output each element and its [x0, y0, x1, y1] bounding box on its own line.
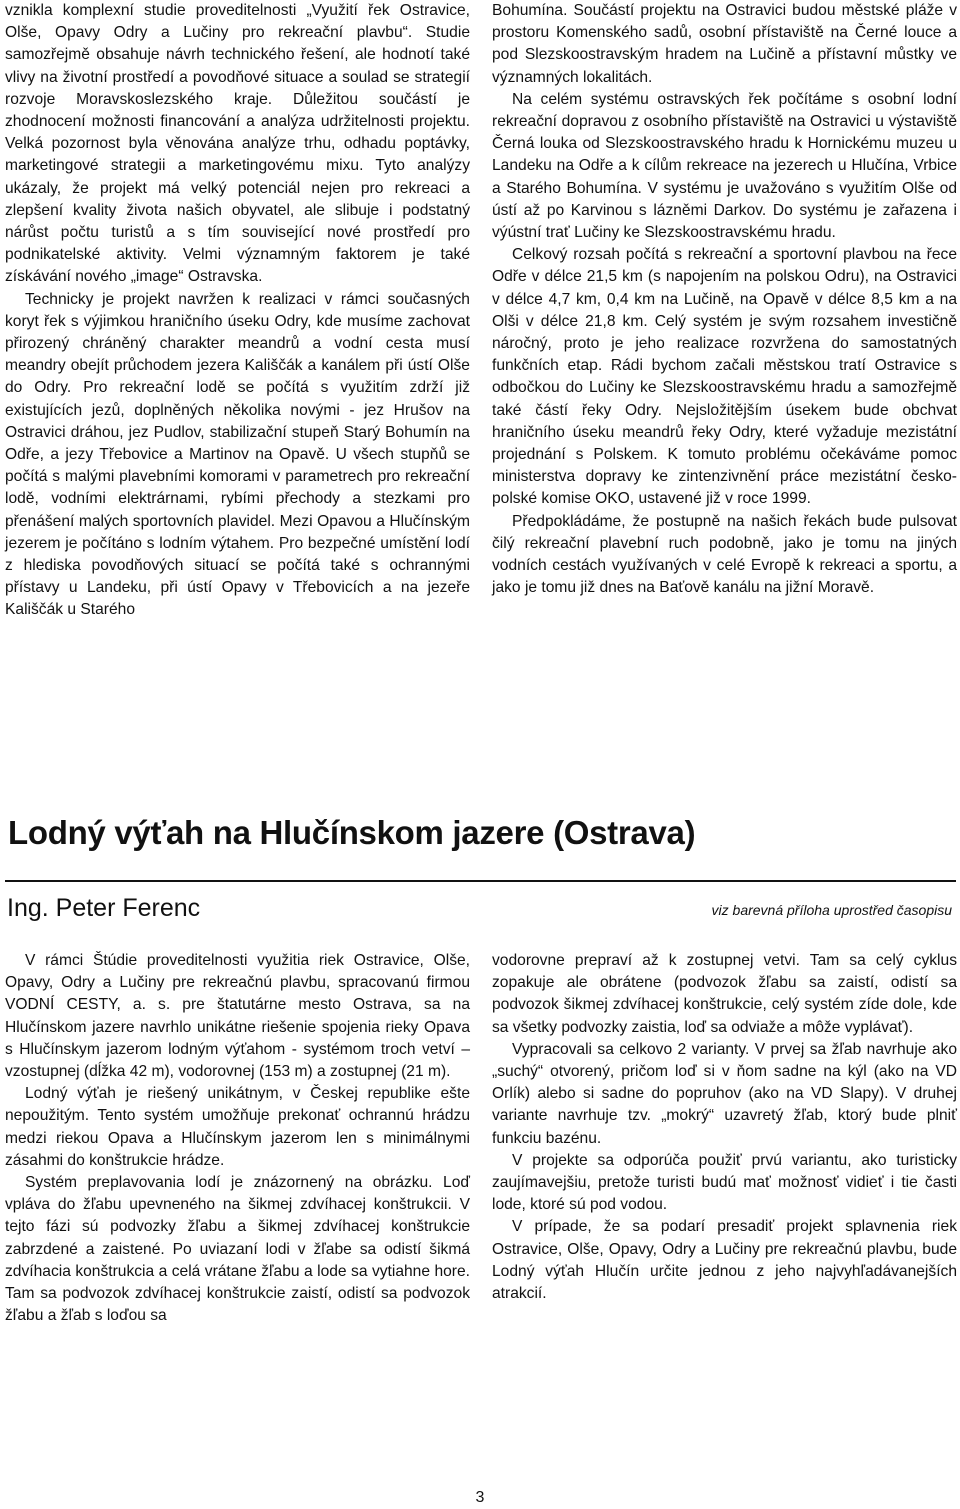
previous-article-column-right — [492, 0, 957, 599]
paragraph: V prípade, že sa podarí presadiť projekt splavnenia riek Ostravice, Olše, Opavy, Odry a Lučiny pre rekreačnú plavbu, bude Lodný výťah Hlučín určite jednou z jeho najvyhľadávanejších atrakcií. — [492, 1218, 957, 1303]
paragraph: Bohumína. Součástí projektu na Ostravici budou městské pláže v prostoru Komenského sadů, osobní přístaviště na Černé louce a pod Slezskoostravským hradem na Lučině a přístavní můstky ve významných lokalitách. — [492, 2, 957, 86]
article-author: Ing. Peter Ferenc — [7, 894, 201, 922]
paragraph: vodorovne prepraví až k zostupnej vetvi. Tam sa celý cyklus zopakuje ale obrátene (podvozok žľabu sa zaistí, odistí sa podvozok šikmej zdvíhacej konštrukcie, celý systém zíde dole, kde sa všetky podvozky zaistia, loď sa odviaže a môže vyplávať). — [492, 952, 957, 1036]
paragraph: V projekte sa odporúča použiť prvú variantu, ako turisticky zaujímavejšiu, pretože turisti budú mať možnosť vidieť i tie časti lode, ktoré sú pod vodou. — [492, 1151, 957, 1214]
paragraph: Předpokládáme, že postupně na našich řekách bude pulsovat čilý rekreační plavební ruch podobně, jako je tomu na jiných vodních cestách využívaných v celé Evropě k rekreaci a sportu, a jako je tomu již dnes na Baťově kanálu na jižní Moravě. — [492, 512, 957, 597]
paragraph: Celkový rozsah počítá s rekreační a sportovní plavbou na řece Odře v délce 21,5 km (s napojením na polskou Odru), na Ostravici v délce 4,7 km, 0,4 km na Lučině, na Opavě v délce 8,5 km a na Olši v délce 21,8 km. Celý systém je svým rozsahem investičně náročný, proto je jeho realizace rozvržena do samostatných funkčních etap. Rádi bychom začali městskou tratí Ostravice s odbočkou do Lučiny ke Slezskoostravskému hradu a samozřejmě také částí řeky Odry. Nejsložitějším úsekem bude obchvat hraničního úseku meandrů řeky Odry, které vyžaduje mezistátní projednání s Polskem. K tomuto problému očekáváme pomoc ministerstva dopravy ke zintenzivnění práce mezistátní česko-polské komise OKO, ustavené již v roce 1999. — [492, 246, 957, 508]
article-column-right — [492, 950, 957, 1305]
paragraph: Lodný výťah je riešený unikátnym, v Českej republike ešte nepoužitým. Tento systém umožňuje prekonať ochrannú hrádzu medzi riekou Opava a Hlučínskym jazerom len s minimálnymi zásahmi do konštrukcie hrádze. — [5, 1085, 470, 1169]
previous-article-column-left — [5, 0, 470, 622]
color-supplement-note: viz barevná příloha uprostřed časopisu — [711, 902, 952, 918]
article-title: Lodný výťah na Hlučínskom jazere (Ostrava) — [8, 814, 696, 851]
paragraph: V rámci Štúdie proveditelnosti využitia riek Ostravice, Olše, Opavy, Odry a Lučiny pre rekreačnú plavbu, spracovanú firmou VODNÍ CESTY, a. s. pre štatutárne mesto Ostrava, sa na Hlučínskom jazere navrhlo unikátne riešenie spojenia rieky Opava s Hlučínskym jazerom lodným výťahom - systémom troch vetví – vzostupnej (dĺžka 42 m), vodorovnej (153 m) a zostupnej (21 m). — [5, 952, 470, 1081]
title-divider — [5, 880, 956, 882]
paragraph: Systém preplavovania lodí je znázornený na obrázku. Loď vpláva do žľabu upevneného na šikmej zdvíhacej konštrukcii. V tejto fázi sú podvozky žľabu a šikmej zdvíhacej konštrukcie zabrzdené a zaistené. Po uviazaní lodi v žľabe sa odistí šikmá zdvíhacia konštrukcia a celá vrátane žľabu a lode sa vytiahne hore. Tam sa podvozok zdvíhacej konštrukcie zaistí, odistí sa podvozok žľabu a žľab s loďou sa — [5, 1174, 470, 1325]
article-column-left — [5, 950, 470, 1327]
paragraph: Technicky je projekt navržen k realizaci v rámci současných koryt řek s výjimkou hraničního úseku Odry, kde musíme zachovat přirozený chráněný charakter meandrů a vodní cesta musí meandry obejít průchodem jezera Kališčák a kanálem při ústí Olše do Odry. Pro rekreační lodě se počítá s využitím zdrží již existujících jezů, doplněných několika novými - jez Hrušov na Ostravici dráhou, jez Pudlov, stabilizační stupeň Starý Bohumín na Odře, a jezy Třebovice a Martinov na Opavě. U všech stupňů se počítá s malými plavebními komorami v parametrech pro rekreační lodě, vodními elektrárnami, rybími přechody a stezkami pro přenášení malých sportovních plavidel. Mezi Opavou a Hlučínským jezerem je počítáno s lodním výtahem. Pro bezpečné umístění lodí z hlediska povodňových situací se počítá také s ochrannými přístavy u Landeku, při ústí Opavy v Třebovicích a na jezeře Kališčák u Starého — [5, 290, 470, 619]
paragraph: Na celém systému ostravských řek počítáme s osobní lodní rekreační dopravou z osobního přístaviště na Ostravici u výstaviště Černá louka od Slezskoostravského hradu k Hornickému muzeu u Landeku na Odře a k cílům rekreace na jezerech u Hlučína, Vrbice a Starého Bohumína. V systému je uvažováno s využitím Olše od ústí až po Karvinou s lázněmi Darkov. Do systému je zařazena i výústní trať Lučiny ke Slezskoostravskému hradu. — [492, 90, 957, 242]
paragraph: vznikla komplexní studie proveditelnosti „Využití řek Ostravice, Olše, Opavy Odry a Lučiny pro rekreační plavbu“. Studie samozřejmě obsahuje návrh technického řešení, ale hodnotí také vlivy na životní prostředí a povodňové situace a soulad se strategií rozvoje Moravskoslezského kraje. Důležitou součástí je zhodnocení možnosti financování a analýza udržitelnosti projektu. Velká pozornost byla věnována analýze trhu, odhadu poptávky, marketingové strategii a marketingovému mixu. Tyto analýzy ukázaly, že projekt má velký potenciál nejen pro rekreaci a zlepšení kvality života našich obyvatel, ale slibuje i podstatný nárůst počtu turistů a s tím související nové prostředí pro podnikatelské aktivity. Velmi významným faktorem je také získávání nového „image“ Ostravska. — [5, 2, 470, 286]
page-number: 3 — [475, 1489, 485, 1506]
paragraph: Vypracovali sa celkovo 2 varianty. V prvej sa žľab navrhuje ako „suchý“ otvorený, pričom loď si v ňom sadne na kýl (ako na VD Orlík) alebo si sadne do popruhov (ako na VD Slapy). V druhej variante navrhuje tzv. „mokrý“ uzavretý žľab, ktorý bude plniť funkciu bazénu. — [492, 1040, 957, 1147]
